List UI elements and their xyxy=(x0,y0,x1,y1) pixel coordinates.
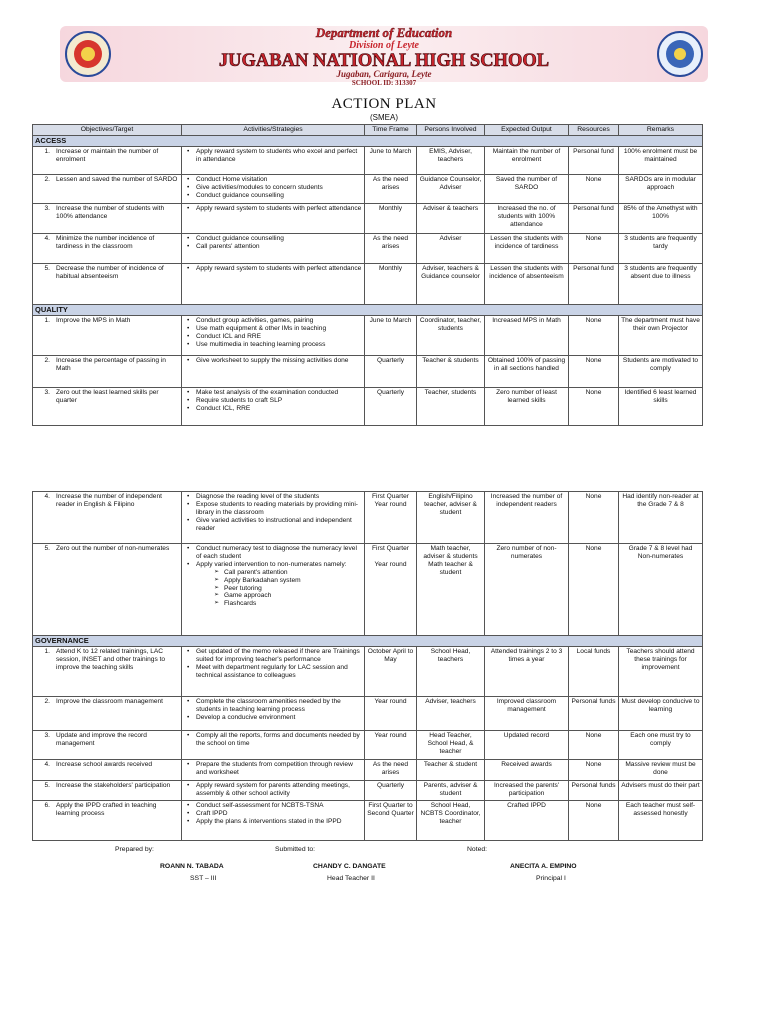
activity: • Conduct ICL, RRE xyxy=(184,405,362,413)
school-seal-icon xyxy=(658,32,702,76)
activity: • Prepare the students from competition through review and worksheet xyxy=(184,761,362,777)
dept-name: Department of Education xyxy=(315,25,453,40)
resources: None xyxy=(569,801,619,841)
action-plan-table-2 xyxy=(32,491,703,841)
submitted-label: Submitted to: xyxy=(275,846,316,853)
noted-name: ANECITA A. EMPINO xyxy=(510,863,577,870)
activity: • Use multimedia in teaching learning process xyxy=(184,341,362,349)
objective: Zero out the least learned skills per quarter xyxy=(56,388,159,404)
table-row xyxy=(33,731,703,760)
activity: • Give worksheet to supply the missing activities done xyxy=(184,357,362,365)
remarks: 3 students are frequently absent due to illness xyxy=(619,263,703,304)
persons: Adviser xyxy=(417,233,485,263)
objective: Lessen and saved the number of SARDO xyxy=(56,175,178,183)
intervention-item: ➢ Apply Barkadahan system xyxy=(214,577,362,585)
activity: • Use math equipment & other IMs in teaching xyxy=(184,325,362,333)
output: Attended trainings 2 to 3 times a year xyxy=(485,647,569,697)
persons: School Head, teachers xyxy=(417,647,485,697)
section-access: ACCESS xyxy=(33,135,703,146)
resources: None xyxy=(569,731,619,760)
col-activities: Activities/Strategies xyxy=(182,125,365,136)
row-number: 2. xyxy=(44,356,50,364)
section-quality: QUALITY xyxy=(33,304,703,315)
row-number: 4. xyxy=(44,761,50,768)
resources: None xyxy=(569,492,619,544)
col-remarks: Remarks xyxy=(619,125,703,136)
time-frame: Year round xyxy=(365,697,417,731)
table-row xyxy=(33,146,703,174)
row-number: 2. xyxy=(44,698,50,705)
objective: Improve the classroom management xyxy=(56,698,164,705)
objective: Decrease the number of incidence of habitual absenteeism xyxy=(56,264,164,280)
objective: Increase the stakeholders' participation xyxy=(56,782,171,789)
activity: • Apply reward system for parents attending meetings, assembly & other school activity xyxy=(184,782,362,798)
persons: Teacher & student xyxy=(417,760,485,781)
remarks: Advisers must do their part xyxy=(619,781,703,801)
activity: • Make test analysis of the examination conducted xyxy=(184,389,362,397)
persons: School Head, NCBTS Coordinator, teacher xyxy=(417,801,485,841)
time-frame: First Quarter to Second Quarter xyxy=(365,801,417,841)
table-row xyxy=(33,315,703,355)
col-time-frame: Time Frame xyxy=(365,125,417,136)
row-number: 2. xyxy=(44,175,50,183)
time-frame: Monthly xyxy=(365,203,417,233)
activity: • Diagnose the reading level of the students xyxy=(184,493,362,501)
resources: None xyxy=(569,233,619,263)
output: Increased MPS in Math xyxy=(485,315,569,355)
table-row xyxy=(33,203,703,233)
noted-title: Principal I xyxy=(536,875,566,882)
time-frame: Quarterly xyxy=(365,355,417,387)
time-frame: Year round xyxy=(374,560,407,568)
persons: English/Filipino teacher, adviser & student xyxy=(417,492,485,544)
activity: • Conduct ICL and RRE xyxy=(184,333,362,341)
resources: Local funds xyxy=(569,647,619,697)
objective: Increase the percentage of passing in Math xyxy=(56,356,166,372)
activity: • Conduct numeracy test to diagnose the numeracy level of each student xyxy=(184,545,362,561)
output: Increased the no. of students with 100% attendance xyxy=(485,203,569,233)
column-header-row xyxy=(33,125,703,136)
row-number: 5. xyxy=(44,545,50,552)
activity: • Apply varied intervention to non-numerates namely: xyxy=(184,561,362,569)
action-plan-table-1 xyxy=(32,124,703,426)
objective: Increase the number of students with 100% attendance xyxy=(56,204,165,220)
activity: • Comply all the reports, forms and documents needed by the school on time xyxy=(184,732,362,748)
activity: • Conduct self-assessment for NCBTS-TSNA xyxy=(184,802,362,810)
output: Zero number of least learned skills xyxy=(485,387,569,425)
remarks: 3 students are frequently tardy xyxy=(619,233,703,263)
remarks: Students are motivated to comply xyxy=(619,355,703,387)
table-row xyxy=(33,801,703,841)
objective: Improve the MPS in Math xyxy=(56,316,131,324)
resources: None xyxy=(569,760,619,781)
remarks: 100% enrolment must be maintained xyxy=(619,146,703,174)
remarks: Must develop conducive to learning xyxy=(619,697,703,731)
remarks: SARDOs are in modular approach xyxy=(619,174,703,203)
time-frame: Monthly xyxy=(365,263,417,304)
objective: Minimize the number incidence of tardiness in the classroom xyxy=(56,234,155,250)
resources: None xyxy=(569,315,619,355)
activity: • Meet with department regularly for LAC session and technical assistance to colleagues xyxy=(184,664,362,680)
section-governance: GOVERNANCE xyxy=(33,636,703,647)
persons: Guidance Counselor, Adviser xyxy=(417,174,485,203)
table-row xyxy=(33,697,703,731)
submitted-name: CHANDY C. DANGATE xyxy=(313,863,386,870)
row-number: 3. xyxy=(44,204,50,212)
activity: • Require students to craft SLP xyxy=(184,397,362,405)
row-number: 3. xyxy=(44,732,50,739)
activity: • Conduct guidance counselling xyxy=(184,192,362,200)
time-frame: First Quarter Year round xyxy=(365,492,417,544)
resources: Personal fund xyxy=(569,146,619,174)
deped-seal-icon xyxy=(66,32,110,76)
row-number: 4. xyxy=(44,493,50,500)
persons: Teacher & students xyxy=(417,355,485,387)
table-row xyxy=(33,760,703,781)
time-frame: Quarterly xyxy=(365,781,417,801)
persons: EMIS, Adviser, teachers xyxy=(417,146,485,174)
output: Crafted IPPD xyxy=(485,801,569,841)
remarks: Had identify non-reader at the Grade 7 & 8 xyxy=(619,492,703,544)
intervention-item: ➢ Peer tutoring xyxy=(214,585,362,593)
persons: Parents, adviser & student xyxy=(417,781,485,801)
output: Saved the number of SARDO xyxy=(485,174,569,203)
table-row xyxy=(33,355,703,387)
remarks: Grade 7 & 8 level had Non-numerates xyxy=(619,544,703,636)
school-address: Jugaban, Carigara, Leyte xyxy=(336,69,432,79)
time-frame: Quarterly xyxy=(365,387,417,425)
activity: • Craft IPPD xyxy=(184,810,362,818)
time-frame: June to March xyxy=(365,146,417,174)
remarks: Teachers should attend these trainings for improvement xyxy=(619,647,703,697)
objective: Increase school awards received xyxy=(56,761,153,768)
activity: • Apply reward system to students with perfect attendance xyxy=(184,205,362,213)
objective: Increase or maintain the number of enrolment xyxy=(56,147,159,163)
school-id: SCHOOL ID: 313307 xyxy=(351,79,417,86)
persons: Teacher, students xyxy=(417,387,485,425)
prepared-name: ROANN N. TABADA xyxy=(160,863,224,870)
table-row xyxy=(33,544,703,636)
row-number: 5. xyxy=(44,264,50,272)
col-persons: Persons Involved xyxy=(417,125,485,136)
output: Lessen the students with incidence of absenteeism xyxy=(485,263,569,304)
resources: None xyxy=(569,387,619,425)
output: Maintain the number of enrolment xyxy=(485,146,569,174)
output: Received awards xyxy=(485,760,569,781)
row-number: 1. xyxy=(44,648,50,655)
activity: • Apply the plans & interventions stated in the IPPD xyxy=(184,818,362,826)
objective: Update and improve the record management xyxy=(56,732,147,747)
resources: None xyxy=(569,544,619,636)
persons: Adviser, teachers xyxy=(417,697,485,731)
remarks: Each one must try to comply xyxy=(619,731,703,760)
time-frame: As the need arises xyxy=(365,233,417,263)
table-row xyxy=(33,647,703,697)
remarks: Massive review must be done xyxy=(619,760,703,781)
col-resources: Resources xyxy=(569,125,619,136)
activity: • Conduct Home visitation xyxy=(184,176,362,184)
row-number: 4. xyxy=(44,234,50,242)
col-objectives: Objectives/Target xyxy=(33,125,182,136)
output: Updated record xyxy=(485,731,569,760)
row-number: 1. xyxy=(44,316,50,324)
intervention-item: ➢ Flashcards xyxy=(214,600,362,608)
remarks: The department must have their own Projector xyxy=(619,315,703,355)
table-row xyxy=(33,492,703,544)
row-number: 3. xyxy=(44,388,50,396)
resources: Personal funds xyxy=(569,697,619,731)
row-number: 6. xyxy=(44,802,50,809)
table-row xyxy=(33,263,703,304)
resources: Personal fund xyxy=(569,203,619,233)
table-row xyxy=(33,233,703,263)
prepared-title: SST – III xyxy=(190,875,217,882)
activity: • Get updated of the memo released if there are Trainings suited for improving teacher's performance xyxy=(184,648,362,664)
remarks: 85% of the Amethyst with 100% xyxy=(619,203,703,233)
time-frame: June to March xyxy=(365,315,417,355)
table-row xyxy=(33,174,703,203)
school-name: JUGABAN NATIONAL HIGH SCHOOL xyxy=(218,51,550,71)
time-frame: First Quarter xyxy=(371,545,409,552)
output: Zero number of non-numerates xyxy=(485,544,569,636)
persons: Coordinator, teacher, students xyxy=(417,315,485,355)
activity: • Call parents' attention xyxy=(184,243,362,251)
activity: • Complete the classroom amenities needed by the students in teaching learning process xyxy=(184,698,362,714)
row-number: 1. xyxy=(44,147,50,155)
time-frame: October April to May xyxy=(365,647,417,697)
persons: Head Teacher, School Head, & teacher xyxy=(417,731,485,760)
objective: Apply the IPPD crafted in teaching learning process xyxy=(56,802,157,817)
resources: None xyxy=(569,174,619,203)
prepared-label: Prepared by: xyxy=(115,846,154,853)
output: Improved classroom management xyxy=(485,697,569,731)
division-name: Division of Leyte xyxy=(349,40,419,51)
persons: Adviser & teachers xyxy=(417,203,485,233)
persons: Adviser, teachers & Guidance counselor xyxy=(417,263,485,304)
school-banner xyxy=(60,22,708,86)
activity: • Give activities/modules to concern students xyxy=(184,184,362,192)
output: Increased the parents' participation xyxy=(485,781,569,801)
activity: • Conduct group activities, games, pairing xyxy=(184,317,362,325)
activity: • Develop a conducive environment xyxy=(184,714,362,722)
activity: • Expose students to reading materials by providing mini-library in the classroom xyxy=(184,501,362,517)
resources: None xyxy=(569,355,619,387)
row-number: 5. xyxy=(44,782,50,789)
activity: • Give varied activities to instructional and independent reader xyxy=(184,517,362,533)
intervention-item: ➢ Game approach xyxy=(214,592,362,600)
persons: Math teacher & student xyxy=(428,560,473,576)
remarks: Each teacher must self-assessed honestly xyxy=(619,801,703,841)
time-frame: As the need arises xyxy=(365,760,417,781)
activity: • Apply reward system to students who excel and perfect in attendance xyxy=(184,148,362,164)
activity: • Apply reward system to students with perfect attendance xyxy=(184,265,362,273)
table-row xyxy=(33,387,703,425)
page-subtitle: (SMEA) xyxy=(370,113,398,122)
intervention-item: ➢ Call parent's attention xyxy=(214,569,362,577)
resources: Personal fund xyxy=(569,263,619,304)
time-frame: As the need arises xyxy=(365,174,417,203)
remarks: Identified 6 least learned skills xyxy=(619,387,703,425)
objective: Attend K to 12 related trainings, LAC session, INSET and other trainings to improve the teaching skills xyxy=(56,648,166,671)
time-frame: Year round xyxy=(365,731,417,760)
persons: Math teacher, adviser & students xyxy=(423,545,478,560)
objective: Zero out the number of non-numerates xyxy=(56,545,170,552)
objective: Increase the number of independent reader in English & Filipino xyxy=(56,493,162,508)
submitted-title: Head Teacher II xyxy=(327,875,375,882)
table-row xyxy=(33,781,703,801)
output: Lessen the students with incidence of tardiness xyxy=(485,233,569,263)
output: Obtained 100% of passing in all sections handled xyxy=(485,355,569,387)
output: Increased the number of independent readers xyxy=(485,492,569,544)
activity: • Conduct guidance counselling xyxy=(184,235,362,243)
noted-label: Noted: xyxy=(467,846,488,853)
col-output: Expected Output xyxy=(485,125,569,136)
page-title: ACTION PLAN xyxy=(331,96,437,112)
resources: Personal funds xyxy=(569,781,619,801)
